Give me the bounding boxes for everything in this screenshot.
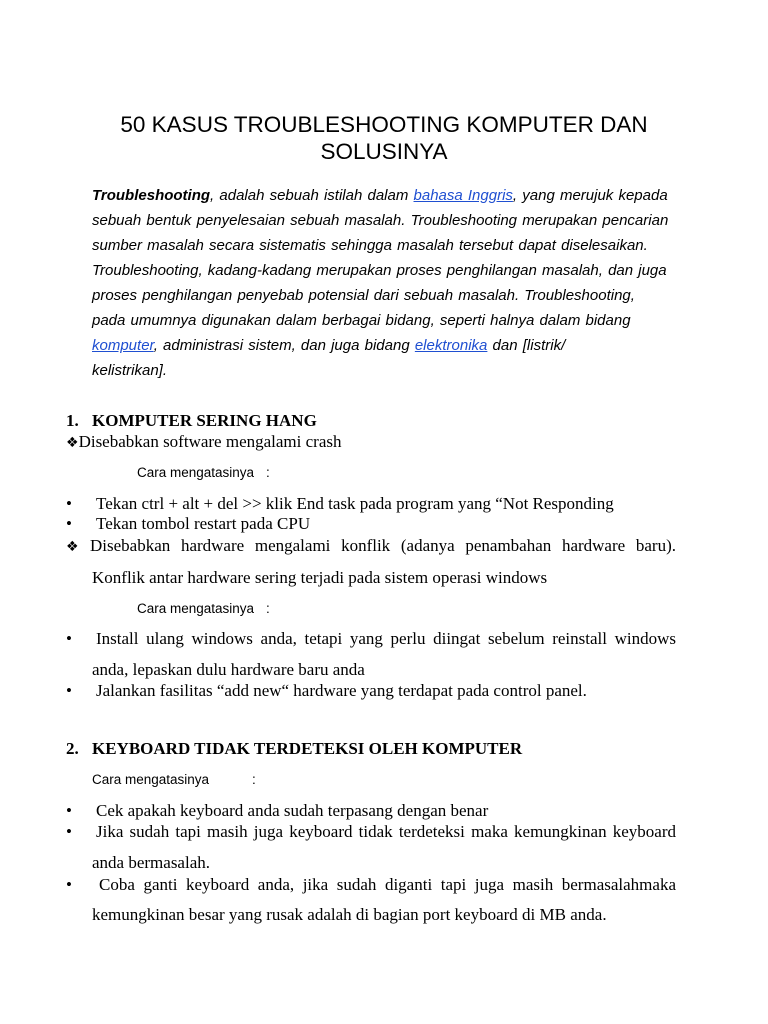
bullet-icon: • [66, 801, 72, 820]
section-1-number: 1. [66, 411, 79, 430]
elektronika-link[interactable]: elektronika [414, 337, 488, 354]
fix-colon: : [266, 465, 270, 480]
intro-line-7 [92, 335, 565, 357]
bullet-icon: • [66, 514, 72, 533]
bullet-icon: • [66, 875, 72, 894]
cause-text: Disebabkan software mengalami crash [78, 432, 342, 451]
intro-line-3: sumber masalah secara sistematis sehingga masalah tersebut dapat diselesaikan. [92, 237, 648, 254]
bahasa-inggris-link[interactable]: bahasa Inggris [413, 187, 513, 204]
intro-text: , administrasi sistem, dan juga bidang [153, 337, 415, 354]
document-title-line-2: SOLUSINYA [320, 139, 448, 164]
step-text: Install ulang windows anda, tetapi yang perlu diingat sebelum reinstall windows [96, 629, 676, 648]
fix-colon: : [266, 601, 270, 616]
intro-line-6: pada umumnya digunakan dalam berbagai bidang, seperti halnya dalam bidang [92, 312, 631, 329]
intro-line-5: proses penghilangan penyebab potensial dari sebuah masalah. Troubleshooting, [92, 287, 635, 304]
fix-label: Cara mengatasinya [137, 601, 255, 616]
section-1-heading: KOMPUTER SERING HANG [92, 411, 317, 430]
intro-line-8: kelistrikan]. [92, 362, 168, 379]
komputer-link[interactable]: komputer [92, 337, 154, 354]
fix-label: Cara mengatasinya [137, 465, 255, 480]
intro-term: Troubleshooting [92, 187, 211, 204]
step-text: Cek apakah keyboard anda sudah terpasang dengan benar [96, 801, 489, 820]
step-text-continued: anda, lepaskan dulu hardware baru anda [92, 660, 365, 679]
cause-item [66, 432, 342, 453]
step-text: Tekan ctrl + alt + del >> klik End task pada program yang “Not Responding [96, 494, 614, 513]
intro-text: dan [listrik/ [487, 337, 566, 354]
step-text: Jalankan fasilitas “add new“ hardware yang terdapat pada control panel. [96, 681, 587, 700]
bullet-icon: • [66, 629, 72, 648]
intro-line-1 [92, 185, 668, 207]
step-text-continued: kemungkinan besar yang rusak adalah di bagian port keyboard di MB anda. [92, 905, 607, 924]
diamond-bullet-icon [66, 536, 79, 557]
intro-text: , adalah sebuah istilah dalam [210, 187, 414, 204]
intro-line-4: Troubleshooting, kadang-kadang merupakan proses penghilangan masalah, dan juga [92, 262, 667, 279]
cause-text-continued: Konflik antar hardware sering terjadi pada sistem operasi windows [92, 568, 548, 587]
fix-colon: : [252, 772, 256, 787]
fix-label: Cara mengatasinya [92, 772, 210, 787]
bullet-icon: • [66, 494, 72, 513]
intro-text: , yang merujuk kepada [512, 187, 668, 204]
document-title-line-1: 50 KASUS TROUBLESHOOTING KOMPUTER DAN [120, 112, 648, 137]
step-text: Coba ganti keyboard anda, jika sudah diganti tapi juga masih bermasalahmaka [99, 875, 676, 894]
step-text: Jika sudah tapi masih juga keyboard tidak terdeteksi maka kemungkinan keyboard [96, 822, 676, 841]
bullet-icon: • [66, 681, 72, 700]
diamond-bullet-icon: ❖ [66, 435, 79, 451]
section-2-number: 2. [66, 739, 79, 758]
section-2-heading: KEYBOARD TIDAK TERDETEKSI OLEH KOMPUTER [92, 739, 523, 758]
intro-line-2: sebuah bentuk penyelesaian sebuah masalah. Troubleshooting merupakan pencarian [92, 212, 669, 229]
bullet-icon: • [66, 822, 72, 841]
diamond-bullet-icon: ❖ [66, 539, 79, 555]
cause-text: Disebabkan hardware mengalami konflik (adanya penambahan hardware baru). [90, 536, 676, 555]
step-text: Tekan tombol restart pada CPU [96, 514, 311, 533]
step-text-continued: anda bermasalah. [92, 853, 210, 872]
